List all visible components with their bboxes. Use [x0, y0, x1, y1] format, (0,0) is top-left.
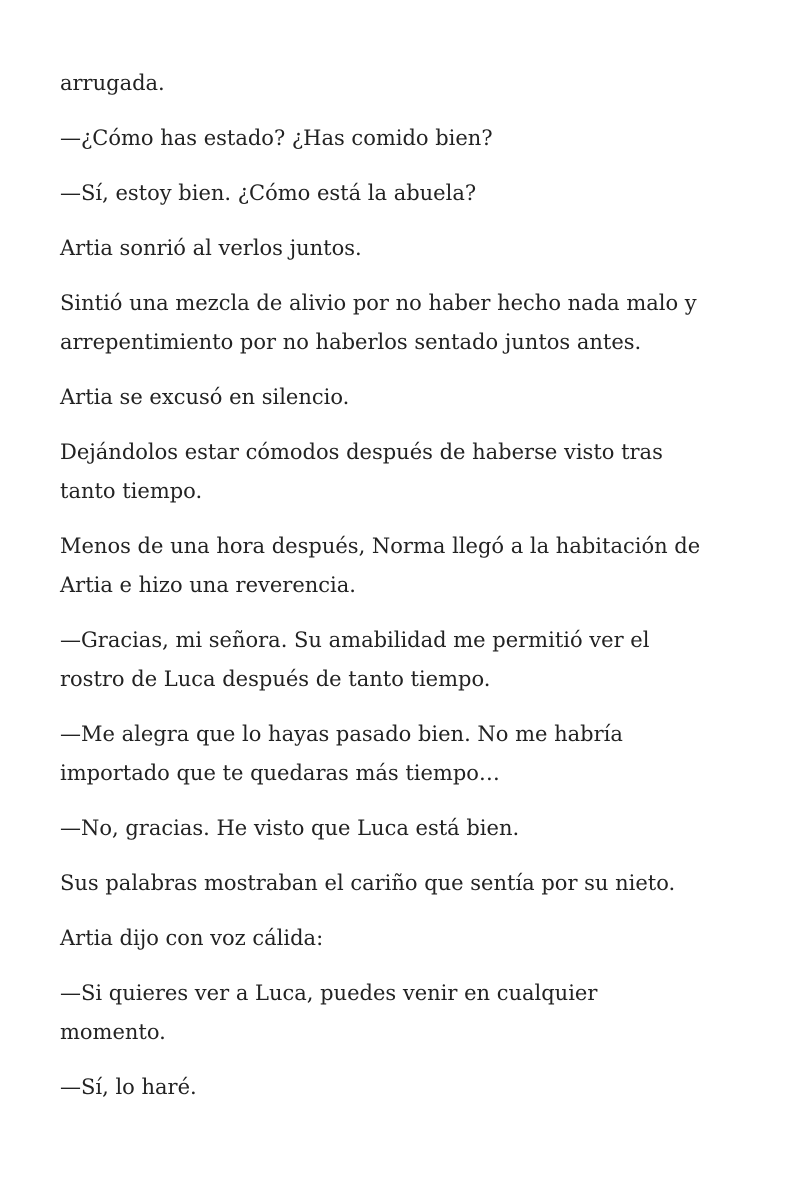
paragraph: —Me alegra que lo hayas pasado bien. No me habría importado que te quedaras más tiempo… — [60, 722, 623, 785]
paragraph: —No, gracias. He visto que Luca está bien. — [60, 816, 520, 840]
paragraph: Artia sonrió al verlos juntos. — [60, 236, 362, 260]
paragraph: Dejándolos estar cómodos después de haberse visto tras tanto tiempo. — [60, 440, 663, 503]
paragraph: Sus palabras mostraban el cariño que sentía por su nieto. — [60, 871, 676, 895]
paragraph: —Sí, lo haré. — [60, 1075, 197, 1099]
paragraph: Menos de una hora después, Norma llegó a la habitación de Artia e hizo una reverencia. — [60, 534, 701, 597]
paragraph: —Si quieres ver a Luca, puedes venir en cualquier momento. — [60, 981, 598, 1044]
document-page — [60, 64, 740, 1123]
paragraph: Artia dijo con voz cálida: — [60, 926, 324, 950]
paragraph: —Sí, estoy bien. ¿Cómo está la abuela? — [60, 181, 477, 205]
paragraph: Sintió una mezcla de alivio por no haber hecho nada malo y arrepentimiento por no haberlos sentado juntos antes. — [60, 291, 697, 354]
paragraph: —¿Cómo has estado? ¿Has comido bien? — [60, 126, 493, 150]
paragraph: arrugada. — [60, 71, 165, 95]
paragraph: Artia se excusó en silencio. — [60, 385, 350, 409]
paragraph: —Gracias, mi señora. Su amabilidad me permitió ver el rostro de Luca después de tanto tiempo. — [60, 628, 650, 691]
